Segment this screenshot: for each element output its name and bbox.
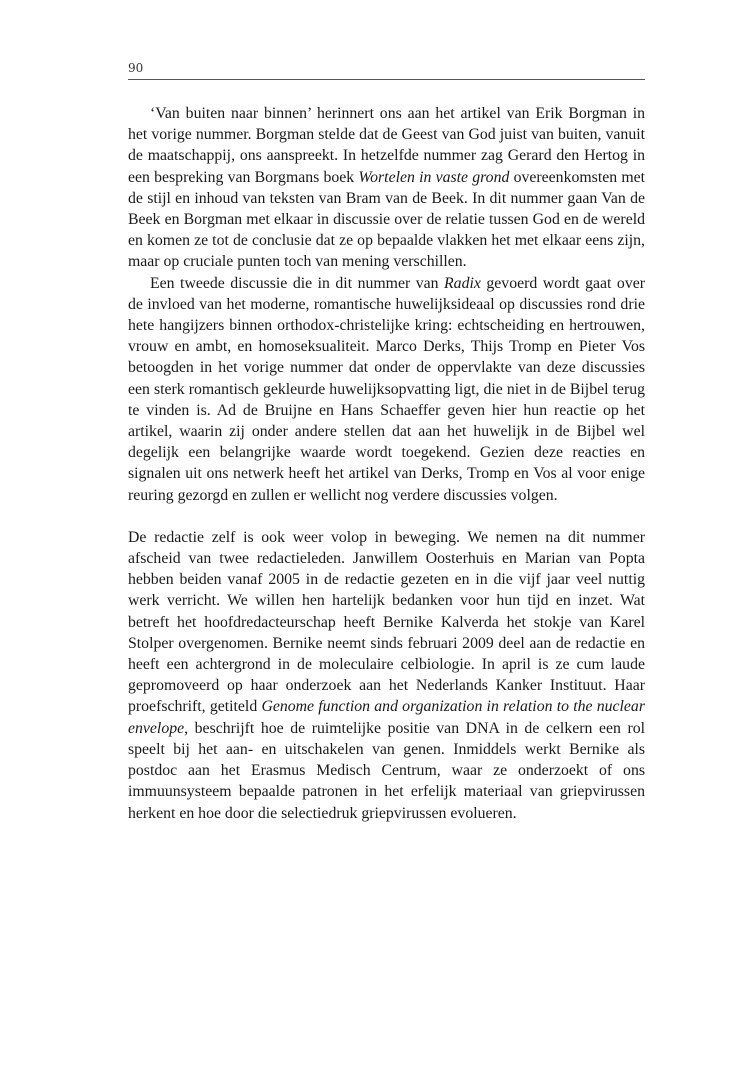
paragraph-redactie (128, 527, 645, 824)
page-number: 90 (128, 61, 144, 75)
paragraph-text: , beschrijft hoe de ruimtelijke positie van DNA in de celkern een rol speelt bij het aan- en uitschakelen van genen. Inmiddels werkt Bernike als postdoc aan het Erasmus Medisch Centrum, waar ze onderzoekt of ons immuunsysteem bepaalde patronen in het erfelijk materiaal van griepvirussen herkent en hoe door die selectiedruk griepvirussen evolueren. (128, 719, 645, 822)
paragraph-text: Een tweede discussie die in dit nummer van (150, 274, 445, 292)
article-body (128, 103, 645, 824)
paragraph-text: overeenkomsten met de stijl en inhoud van teksten van Bram van de Beek. In dit nummer gaan Van de Beek en Borgman met elkaar in discussie over de relatie tussen God en de wereld en komen ze tot de conclusie dat ze op bepaalde vlakken het met elkaar eens zijn, maar op cruciale punten toch van mening verschillen. (128, 168, 646, 271)
thesis-title-italic: Genome function and organization in relation to the nuclear envelope (128, 698, 645, 737)
paragraph-text: De redactie zelf is ook weer volop in beweging. We nemen na dit nummer afscheid van twee redactieleden. Janwillem Oosterhuis en Marian van Popta hebben beiden vanaf 2005 in de redactie gezeten en in die vijf jaar veel nuttig werk verricht. We willen hen hartelijk bedanken voor hun tijd en inzet. Wat betreft het hoofdredacteurschap heeft Bernike Kalverda het stokje van Karel Stolper overgenomen. Bernike neemt sinds februari 2009 deel aan de redactie en heeft een achtergrond in de moleculaire celbiologie. In april is ze cum laude gepromoveerd op haar onderzoek aan het Nederlands Kanker Instituut. Haar proefschrift, getiteld (128, 528, 645, 716)
paragraph-text: ‘Van buiten naar binnen’ herinnert ons aan het artikel van Erik Borgman in het vorige nummer. Borgman stelde dat de Geest van God juist van buiten, vanuit de maatschappij, ons aanspreekt. In hetzelfde nummer zag Gerard den Hertog in een bespreking van Borgmans boek (128, 105, 645, 186)
journal-title-italic: Radix (444, 274, 481, 292)
paragraph-van-buiten-naar-binnen (128, 103, 645, 273)
book-title-italic: Wortelen in vaste grond (358, 168, 510, 186)
paragraph-text: gevoerd wordt gaat over de invloed van het moderne, romantische huwelijksideaal op discussies rond drie hete hangijzers binnen orthodox-christelijke kring: echtscheiding en hertrouwen, vrouw en ambt, en homoseksualiteit. Marco Derks, Thijs Tromp en Pieter Vos betoogden in het vorige nummer dat onder de oppervlakte van deze discussies een sterk romantisch gekleurde huwelijksopvatting ligt, die niet in de Bijbel terug te vinden is. Ad de Bruijne en Hans Schaeffer geven hier hun reactie op het artikel, waarin zij onder andere stellen dat aan het huwelijk in de Bijbel wel degelijk een belangrijke waarde wordt toegekend. Gezien deze reacties en signalen uit ons netwerk heeft het artikel van Derks, Tromp en Vos al voor enige reuring gezorgd en zullen er wellicht nog verdere discussies volgen. (128, 274, 645, 504)
section-gap (128, 506, 645, 527)
paragraph-tweede-discussie (128, 273, 645, 506)
header-rule (128, 79, 645, 80)
